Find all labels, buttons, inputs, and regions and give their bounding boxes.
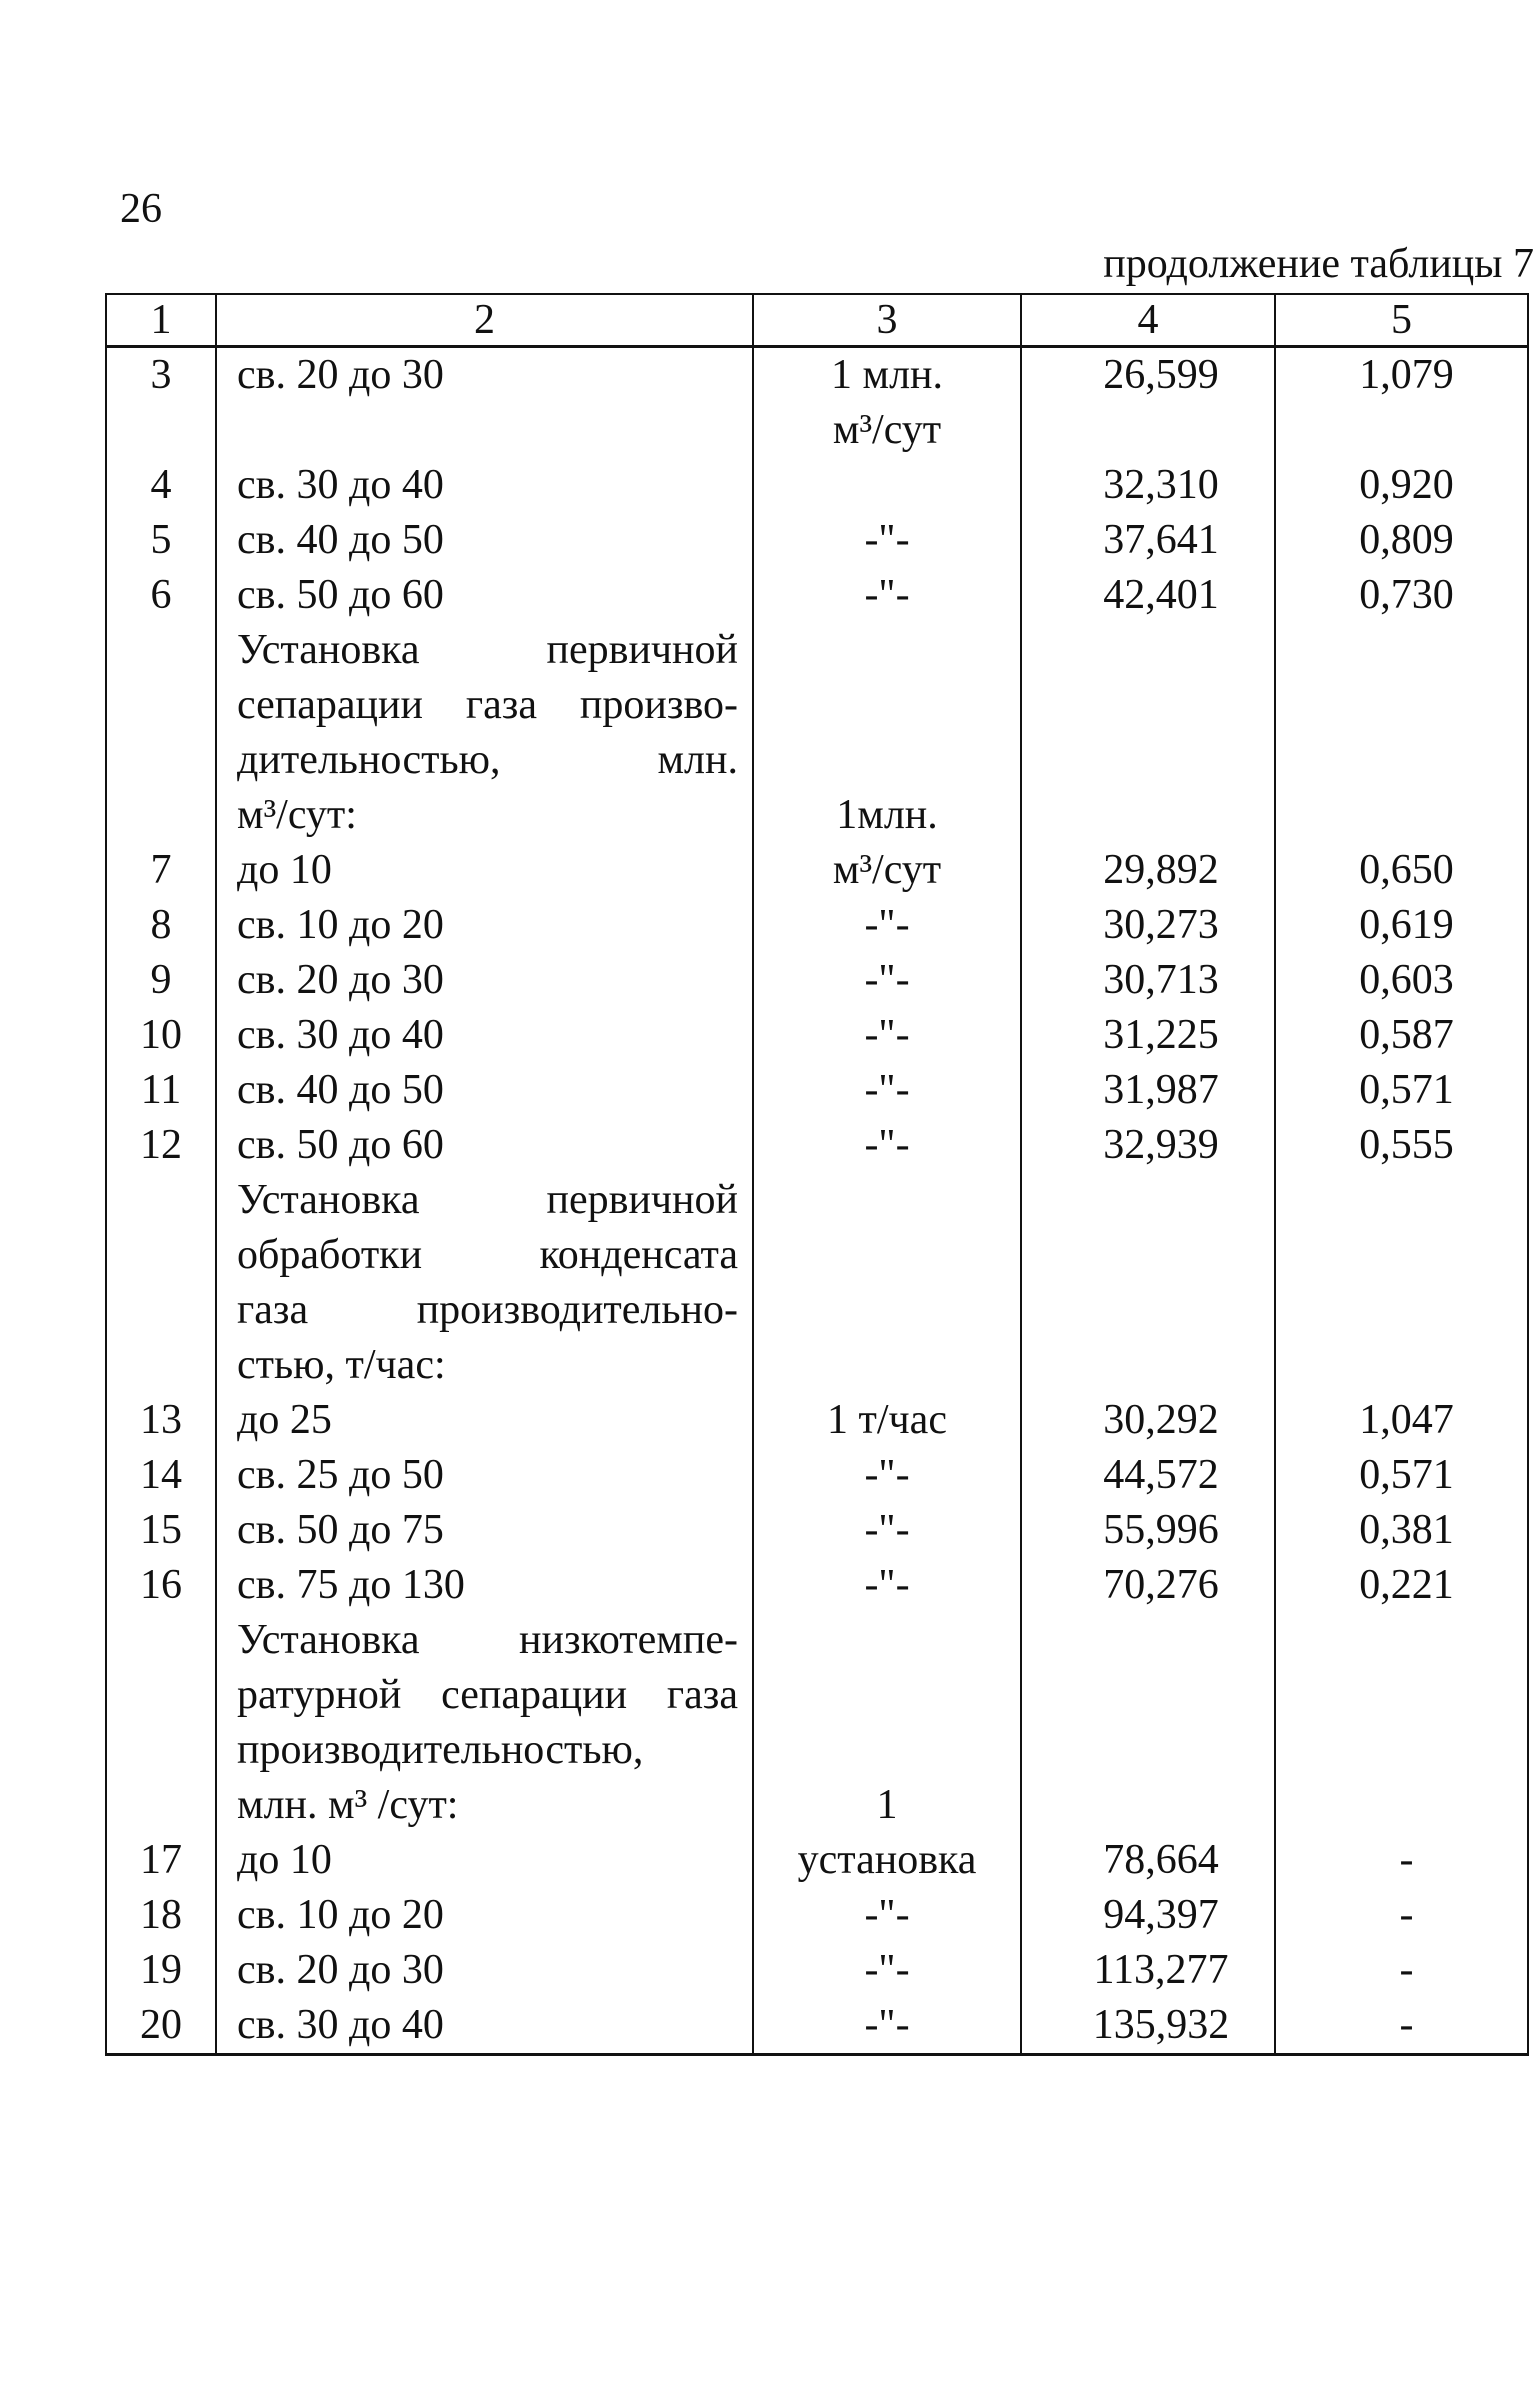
description-cell: св. 25 до 50 [216,1448,753,1503]
unit-cell: -"- [753,1888,1021,1943]
heading-line: стью, т/час: [237,1342,446,1388]
heading-line: м³/сут: [237,792,357,838]
value-col5-cell [1275,623,1528,843]
unit-cell: -"- [753,568,1021,623]
value-col4-cell: 30,713 [1021,953,1275,1008]
unit-cell: 1 [753,1613,1021,1833]
row-number-cell: 18 [106,1888,216,1943]
unit-cell: -"- [753,953,1021,1008]
value-col5-cell [1275,1613,1528,1833]
row-number-cell [106,1173,216,1393]
row-number-cell: 19 [106,1943,216,1998]
table-row [106,1448,1528,1503]
value-col5-cell: - [1275,1943,1528,1998]
value-col4-cell: 31,225 [1021,1008,1275,1063]
value-col5-cell: - [1275,1998,1528,2055]
table-row [106,1558,1528,1613]
header-cell-1: 1 [106,294,216,347]
value-col4-cell: 26,599 [1021,347,1275,459]
description-cell: до 25 [216,1393,753,1448]
table-row [106,1943,1528,1998]
row-number-cell [106,1613,216,1833]
description-cell: до 10 [216,843,753,898]
table-row [106,1888,1528,1943]
value-col4-cell: 30,292 [1021,1393,1275,1448]
value-col5-cell: 0,221 [1275,1558,1528,1613]
row-number-cell: 4 [106,458,216,513]
row-number-cell: 9 [106,953,216,1008]
unit-cell: -"- [753,513,1021,568]
row-number-cell: 10 [106,1008,216,1063]
section-heading-row [106,1173,1528,1393]
description-cell: св. 40 до 50 [216,1063,753,1118]
description-cell: св. 30 до 40 [216,1998,753,2055]
description-cell: св. 10 до 20 [216,898,753,953]
value-col4-cell: 32,310 [1021,458,1275,513]
description-cell: св. 20 до 30 [216,1943,753,1998]
value-col5-cell: 0,587 [1275,1008,1528,1063]
value-col5-cell: - [1275,1833,1528,1888]
unit-cell [753,1173,1021,1393]
section-heading-cell [216,623,753,843]
header-cell-2: 2 [216,294,753,347]
value-col5-cell [1275,1173,1528,1393]
value-col4-cell [1021,1173,1275,1393]
row-number-cell: 16 [106,1558,216,1613]
unit-cell [753,458,1021,513]
description-cell: св. 20 до 30 [216,953,753,1008]
description-cell: св. 50 до 75 [216,1503,753,1558]
heading-line: производительностью, млн. м³ /сут: [237,1727,644,1828]
value-col5-cell: - [1275,1888,1528,1943]
table-row [106,1008,1528,1063]
section-heading-row [106,623,1528,843]
value-col4-cell: 32,939 [1021,1118,1275,1173]
value-col4-cell: 31,987 [1021,1063,1275,1118]
unit-cell: -"- [753,1503,1021,1558]
table-row [106,347,1528,459]
value-col5-cell: 0,571 [1275,1063,1528,1118]
unit-cell: -"- [753,1118,1021,1173]
description-cell: св. 50 до 60 [216,568,753,623]
heading-line: дительностью, млн. [237,737,738,783]
description-cell: до 10 [216,1833,753,1888]
unit-cell: -"- [753,1448,1021,1503]
description-cell: св. 10 до 20 [216,1888,753,1943]
table-row [106,953,1528,1008]
value-col4-cell: 29,892 [1021,843,1275,898]
value-col5-cell: 0,571 [1275,1448,1528,1503]
row-number-cell: 17 [106,1833,216,1888]
description-cell: св. 75 до 130 [216,1558,753,1613]
value-col4-cell: 37,641 [1021,513,1275,568]
value-col4-cell: 135,932 [1021,1998,1275,2055]
value-col5-cell: 0,603 [1275,953,1528,1008]
table-row [106,1393,1528,1448]
heading-line: сепарации газа произво- [237,682,738,728]
description-cell: св. 50 до 60 [216,1118,753,1173]
value-col5-cell: 0,650 [1275,843,1528,898]
unit-cell: м³/сут [753,843,1021,898]
section-heading-cell [216,1613,753,1833]
value-col5-cell: 0,920 [1275,458,1528,513]
value-col5-cell: 0,809 [1275,513,1528,568]
value-col4-cell: 94,397 [1021,1888,1275,1943]
table-row [106,898,1528,953]
heading-line: Установка первичной [237,1177,738,1223]
heading-line: обработки конденсата [237,1232,738,1278]
row-number-cell: 15 [106,1503,216,1558]
description-cell: св. 30 до 40 [216,458,753,513]
table-row [106,1998,1528,2055]
table-row [106,1063,1528,1118]
value-col4-cell: 113,277 [1021,1943,1275,1998]
table-row [106,1833,1528,1888]
value-col5-cell: 0,619 [1275,898,1528,953]
value-col5-cell: 1,079 [1275,347,1528,459]
table-row [106,1118,1528,1173]
unit-cell: -"- [753,1998,1021,2055]
description-cell: св. 40 до 50 [216,513,753,568]
unit-cell: 1 млн. м³/сут [753,347,1021,459]
value-col5-cell: 1,047 [1275,1393,1528,1448]
description-cell: св. 30 до 40 [216,1008,753,1063]
header-cell-5: 5 [1275,294,1528,347]
unit-cell: -"- [753,1008,1021,1063]
table-row [106,843,1528,898]
unit-cell: -"- [753,1063,1021,1118]
row-number-cell: 3 [106,347,216,459]
row-number-cell: 7 [106,843,216,898]
value-col4-cell: 78,664 [1021,1833,1275,1888]
row-number-cell: 6 [106,568,216,623]
value-col4-cell [1021,1613,1275,1833]
row-number-cell: 13 [106,1393,216,1448]
row-number-cell: 8 [106,898,216,953]
value-col4-cell [1021,623,1275,843]
table-row [106,513,1528,568]
header-cell-3: 3 [753,294,1021,347]
heading-line: ратурной сепарации газа [237,1672,738,1718]
section-heading-row [106,1613,1528,1833]
row-number-cell: 14 [106,1448,216,1503]
value-col4-cell: 30,273 [1021,898,1275,953]
value-col5-cell: 0,555 [1275,1118,1528,1173]
unit-cell: -"- [753,898,1021,953]
value-col4-cell: 55,996 [1021,1503,1275,1558]
table-caption: продолжение таблицы 7 [1103,241,1534,287]
description-cell: св. 20 до 30 [216,347,753,459]
unit-cell: -"- [753,1943,1021,1998]
table-row [106,1503,1528,1558]
row-number-cell: 12 [106,1118,216,1173]
value-col5-cell: 0,381 [1275,1503,1528,1558]
value-col4-cell: 44,572 [1021,1448,1275,1503]
unit-cell: установка [753,1833,1021,1888]
value-col4-cell: 70,276 [1021,1558,1275,1613]
row-number-cell [106,623,216,843]
unit-cell: -"- [753,1558,1021,1613]
row-number-cell: 11 [106,1063,216,1118]
data-table [105,293,1529,2056]
header-cell-4: 4 [1021,294,1275,347]
value-col4-cell: 42,401 [1021,568,1275,623]
unit-cell: 1 т/час [753,1393,1021,1448]
row-number-cell: 20 [106,1998,216,2055]
heading-line: Установка низкотемпе- [237,1617,738,1663]
row-number-cell: 5 [106,513,216,568]
heading-line: Установка первичной [237,627,738,673]
heading-line: газа производительно- [237,1287,738,1333]
value-col5-cell: 0,730 [1275,568,1528,623]
table-row [106,568,1528,623]
unit-cell: 1млн. [753,623,1021,843]
page-number: 26 [120,186,162,232]
section-heading-cell [216,1173,753,1393]
table-row [106,458,1528,513]
header-row [106,294,1528,347]
